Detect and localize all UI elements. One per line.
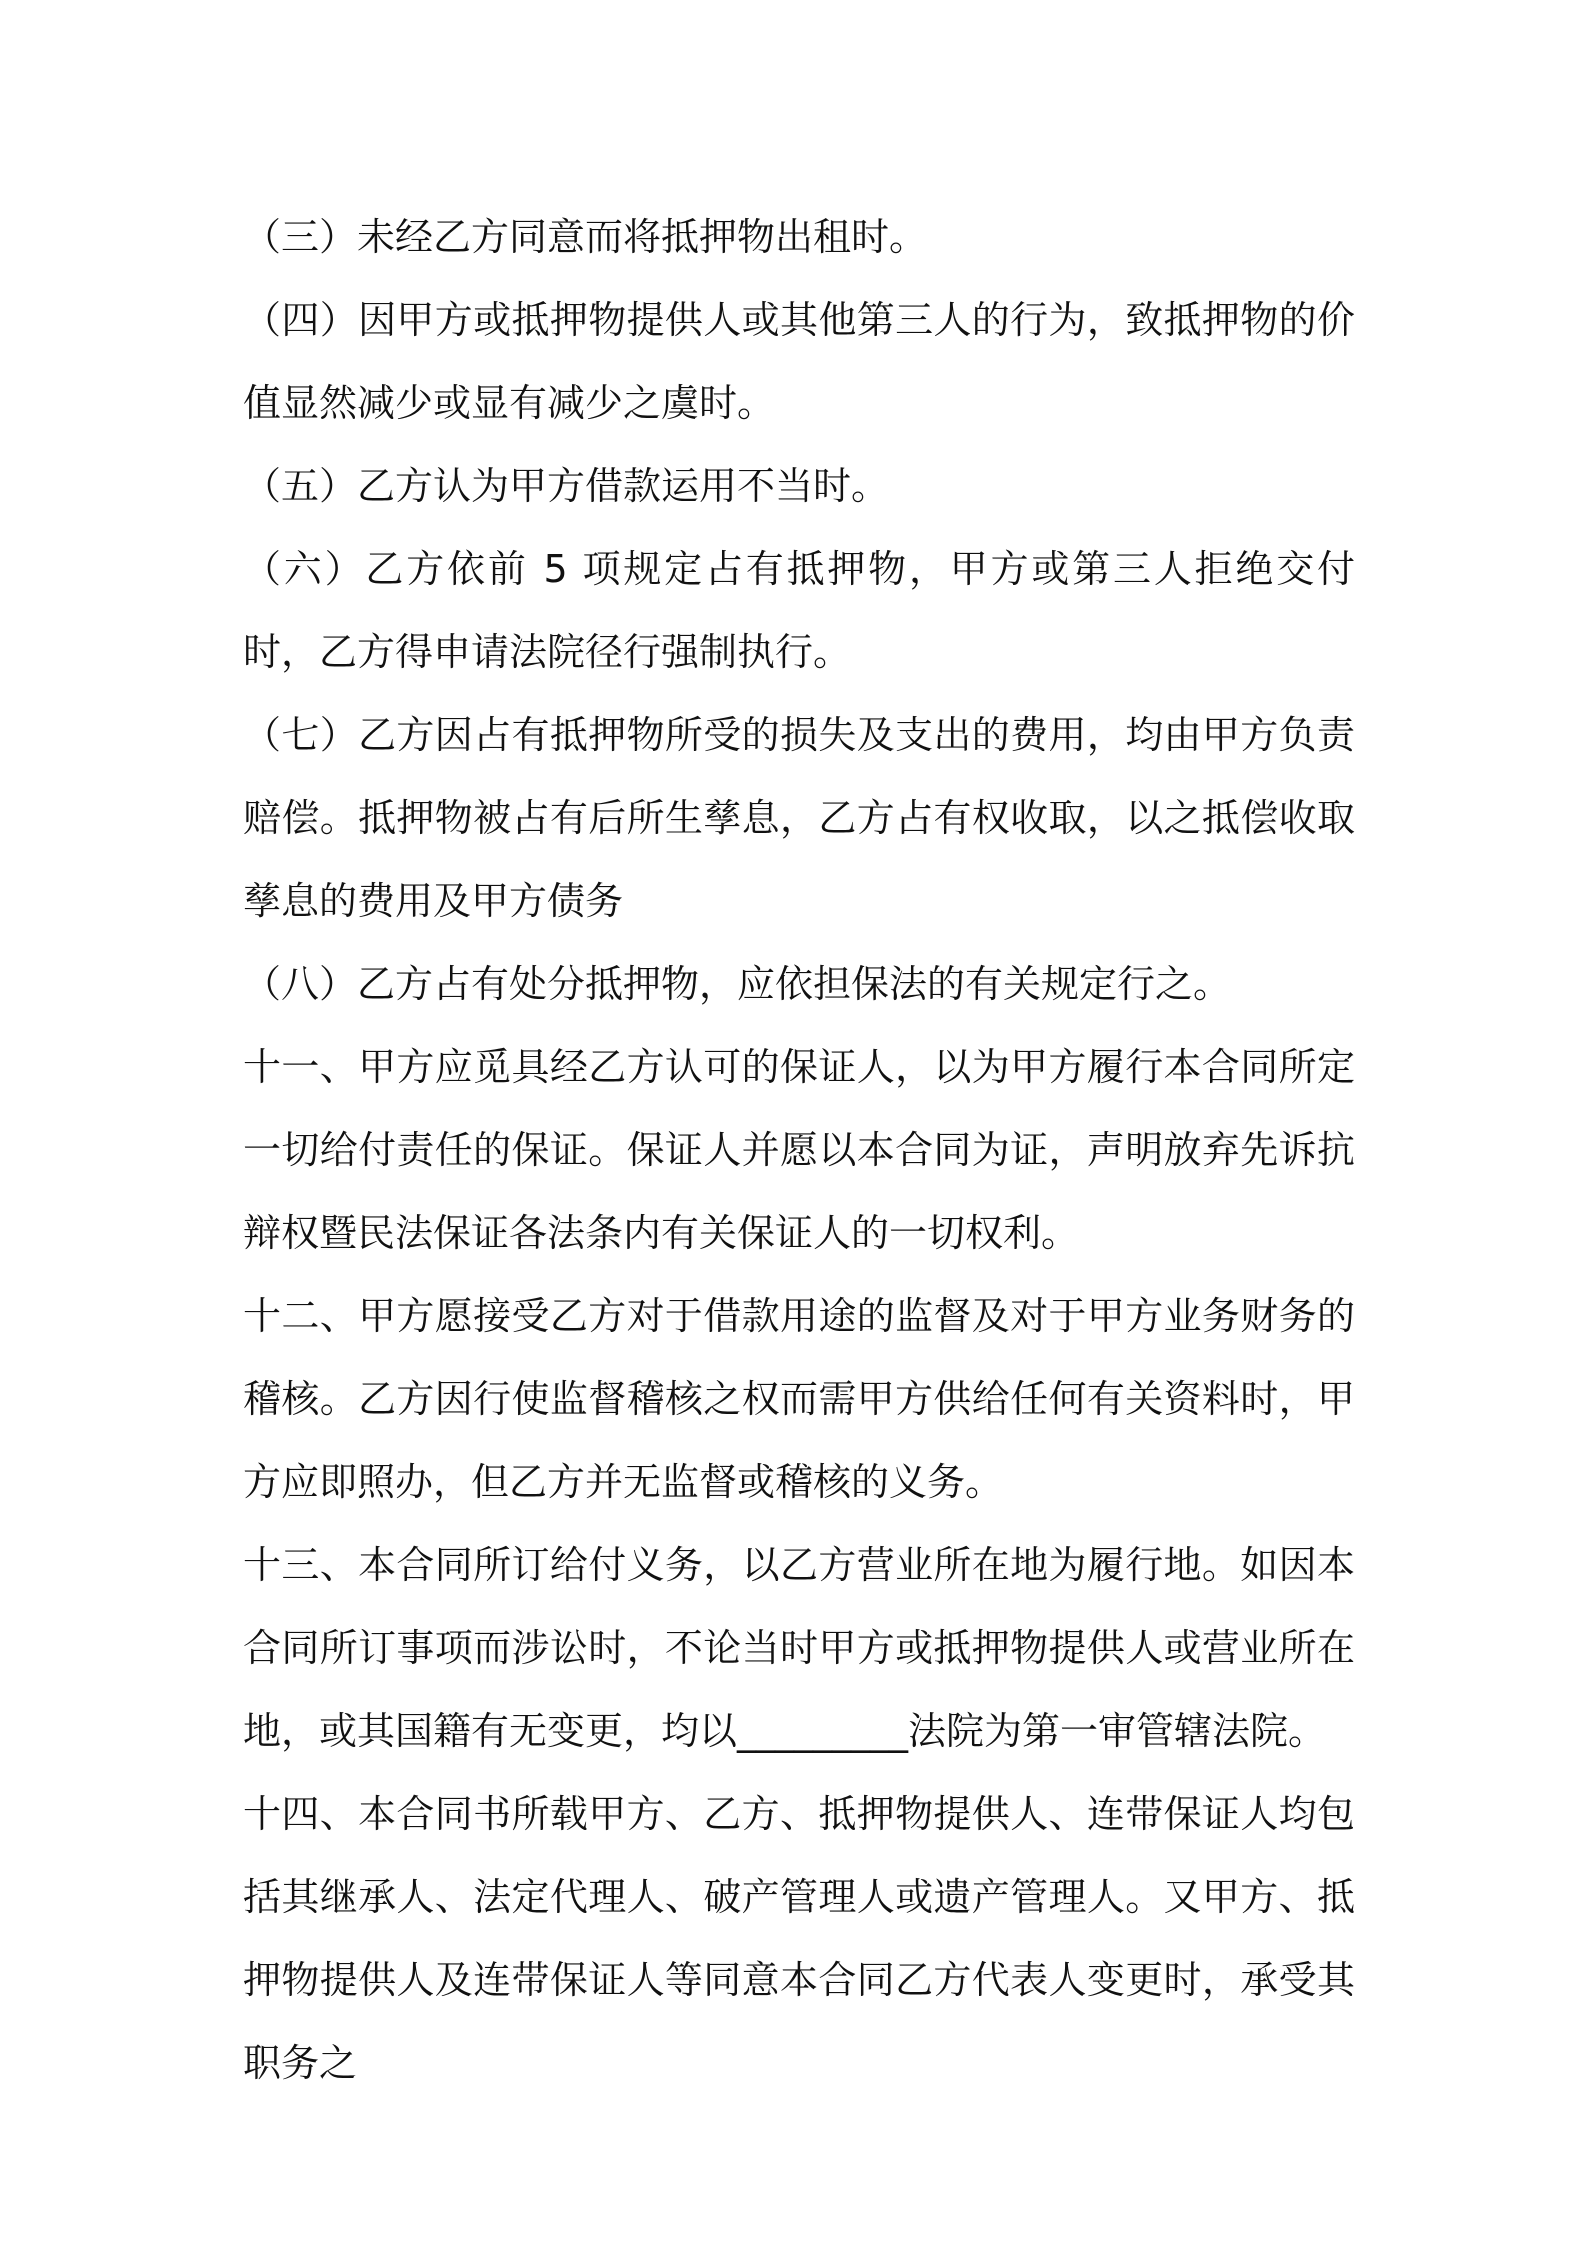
document-body xyxy=(243,196,1355,2105)
clause-paragraph: （四）因甲方或抵押物提供人或其他第三人的行为，致抵押物的价值显然减少或显有减少之虞时。 xyxy=(243,298,1355,425)
section-paragraph: 十一、甲方应觅具经乙方认可的保证人，以为甲方履行本合同所定一切给付责任的保证。保证人并愿以本合同为证，声明放弃先诉抗辩权暨民法保证各法条内有关保证人的一切权利。 xyxy=(243,1045,1355,1255)
section-paragraph: 十三、本合同所订给付义务，以乙方营业所在地为履行地。如因本合同所订事项而涉讼时，不论当时甲方或抵押物提供人或营业所在地，或其国籍有无变更，均以_________法院为第一审管辖法院。 xyxy=(243,1543,1355,1753)
clause-paragraph: （五）乙方认为甲方借款运用不当时。 xyxy=(243,464,890,508)
clause-paragraph: （八）乙方占有处分抵押物，应依担保法的有关规定行之。 xyxy=(243,962,1232,1006)
clause-paragraph: （六）乙方依前 5 项规定占有抵押物，甲方或第三人拒绝交付时，乙方得申请法院径行强制执行。 xyxy=(243,547,1355,674)
section-paragraph: 十四、本合同书所载甲方、乙方、抵押物提供人、连带保证人均包括其继承人、法定代理人、破产管理人或遗产管理人。又甲方、抵押物提供人及连带保证人等同意本合同乙方代表人变更时，承受其职务之 xyxy=(243,1792,1355,2085)
section-paragraph: 十二、甲方愿接受乙方对于借款用途的监督及对于甲方业务财务的稽核。乙方因行使监督稽核之权而需甲方供给任何有关资料时，甲方应即照办，但乙方并无监督或稽核的义务。 xyxy=(243,1294,1355,1504)
clause-paragraph: （七）乙方因占有抵押物所受的损失及支出的费用，均由甲方负责赔偿。抵押物被占有后所生孳息，乙方占有权收取，以之抵偿收取孳息的费用及甲方债务 xyxy=(243,713,1355,923)
clause-paragraph: （三）未经乙方同意而将抵押物出租时。 xyxy=(243,215,928,259)
